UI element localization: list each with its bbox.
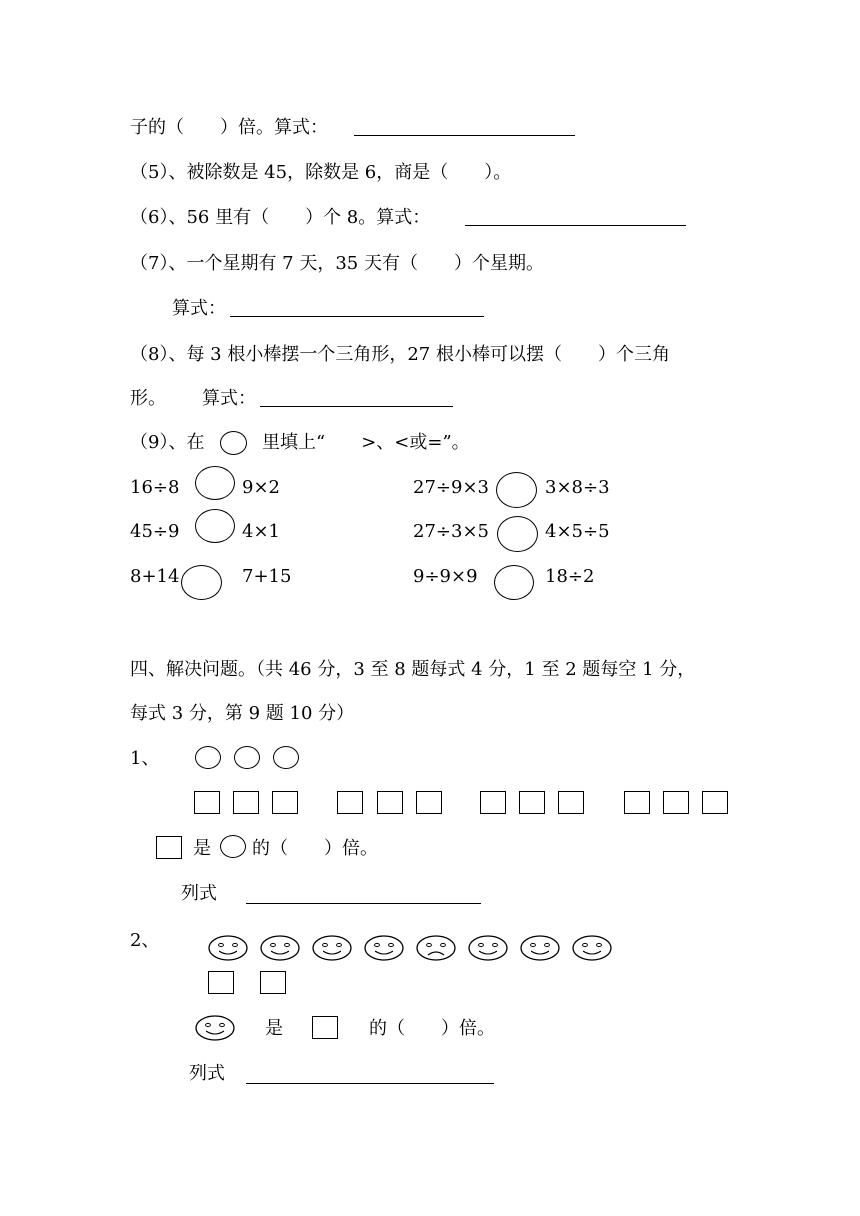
compare-right-3-b: 18÷2 [545, 566, 595, 587]
smiley-face-icon [311, 934, 353, 962]
smiley-face-icon [571, 934, 613, 962]
problem2-number: 2、 [130, 930, 160, 951]
q5-text: （5）、被除数是 45，除数是 6，商是（ ）。 [130, 162, 512, 183]
p2-formula-line[interactable] [246, 1083, 494, 1084]
p2-is-text: 是 [265, 1018, 283, 1039]
p1-square-6 [416, 791, 442, 814]
q6-answer-line[interactable] [465, 225, 686, 226]
p1-square-8 [519, 791, 545, 814]
p2-question-square-icon [312, 1016, 338, 1039]
q7-formula-label: 算式： [172, 298, 226, 319]
p1-question-square-icon [156, 836, 182, 859]
sad-face-icon [415, 934, 457, 962]
problem1-number: 1、 [130, 748, 160, 769]
p1-square-11 [663, 791, 689, 814]
q9-circle-icon [220, 431, 247, 455]
q9-suffix: 里填上“ >、<或=”。 [262, 432, 470, 453]
compare-right-2-a: 27÷3×5 [413, 521, 489, 542]
p2-formula-label: 列式 [189, 1063, 225, 1084]
q8-text-line1: （8）、每 3 根小棒摆一个三角形，27 根小棒可以摆（ ）个三角 [130, 344, 670, 365]
section4-heading-line2: 每式 3 分，第 9 题 10 分） [130, 703, 355, 724]
section4-heading-line1: 四、解决问题。（共 46 分，3 至 8 题每式 4 分，1 至 2 题每空 1 分， [130, 659, 696, 680]
p1-square-10 [624, 791, 650, 814]
compare-right-1-a: 27÷9×3 [413, 477, 489, 498]
compare-left-3-b: 7+15 [242, 566, 292, 587]
q8-formula-label: 算式： [202, 388, 256, 409]
p2-of-text: 的（ ）倍。 [369, 1018, 495, 1039]
p1-formula-label: 列式 [181, 883, 217, 904]
q6-text: （6）、56 里有（ ）个 8。算式： [130, 207, 431, 228]
q7-answer-line[interactable] [230, 316, 484, 317]
compare-left-2-a: 45÷9 [130, 521, 180, 542]
smiley-face-icon [363, 934, 405, 962]
compare-left-2-circle[interactable] [195, 509, 235, 543]
p2-square-1 [208, 971, 234, 994]
compare-right-3-a: 9÷9×9 [413, 566, 478, 587]
p1-square-1 [194, 791, 220, 814]
compare-left-3-circle[interactable] [181, 565, 222, 600]
smiley-face-icon [207, 934, 249, 962]
q4-tail-text: 子的（ ）倍。算式： [130, 117, 328, 138]
p1-circle-1 [195, 746, 221, 769]
p1-of-text: 的（ ）倍。 [252, 838, 378, 859]
p1-circle-2 [234, 746, 260, 769]
compare-left-1-circle[interactable] [195, 466, 235, 500]
compare-right-1-circle[interactable] [496, 472, 537, 508]
p2-square-2 [260, 971, 286, 994]
compare-left-3-a: 8+14 [130, 566, 180, 587]
compare-left-2-b: 4×1 [242, 521, 280, 542]
p1-square-2 [233, 791, 259, 814]
smiley-face-icon [467, 934, 509, 962]
compare-right-1-b: 3×8÷3 [545, 477, 610, 498]
p1-square-3 [272, 791, 298, 814]
q8-text-line2: 形。 [130, 388, 166, 409]
p1-formula-line[interactable] [246, 903, 481, 904]
p1-square-12 [702, 791, 728, 814]
p1-square-4 [337, 791, 363, 814]
smiley-face-icon [519, 934, 561, 962]
compare-right-3-circle[interactable] [494, 565, 534, 600]
p1-square-5 [377, 791, 403, 814]
smiley-face-icon [259, 934, 301, 962]
compare-right-2-circle[interactable] [497, 516, 538, 552]
p1-square-7 [480, 791, 506, 814]
q8-answer-line[interactable] [260, 406, 453, 407]
p1-square-9 [558, 791, 584, 814]
p1-is-text: 是 [193, 838, 211, 859]
p2-question-smiley-icon [194, 1014, 236, 1042]
compare-left-1-b: 9×2 [242, 477, 280, 498]
q9-prefix: （9）、在 [130, 432, 205, 453]
compare-right-2-b: 4×5÷5 [545, 521, 610, 542]
q4-answer-line[interactable] [354, 135, 575, 136]
compare-left-1-a: 16÷8 [130, 477, 180, 498]
p1-question-circle-icon [220, 835, 246, 858]
p1-circle-3 [273, 746, 299, 769]
q7-text: （7）、一个星期有 7 天，35 天有（ ）个星期。 [130, 253, 544, 274]
